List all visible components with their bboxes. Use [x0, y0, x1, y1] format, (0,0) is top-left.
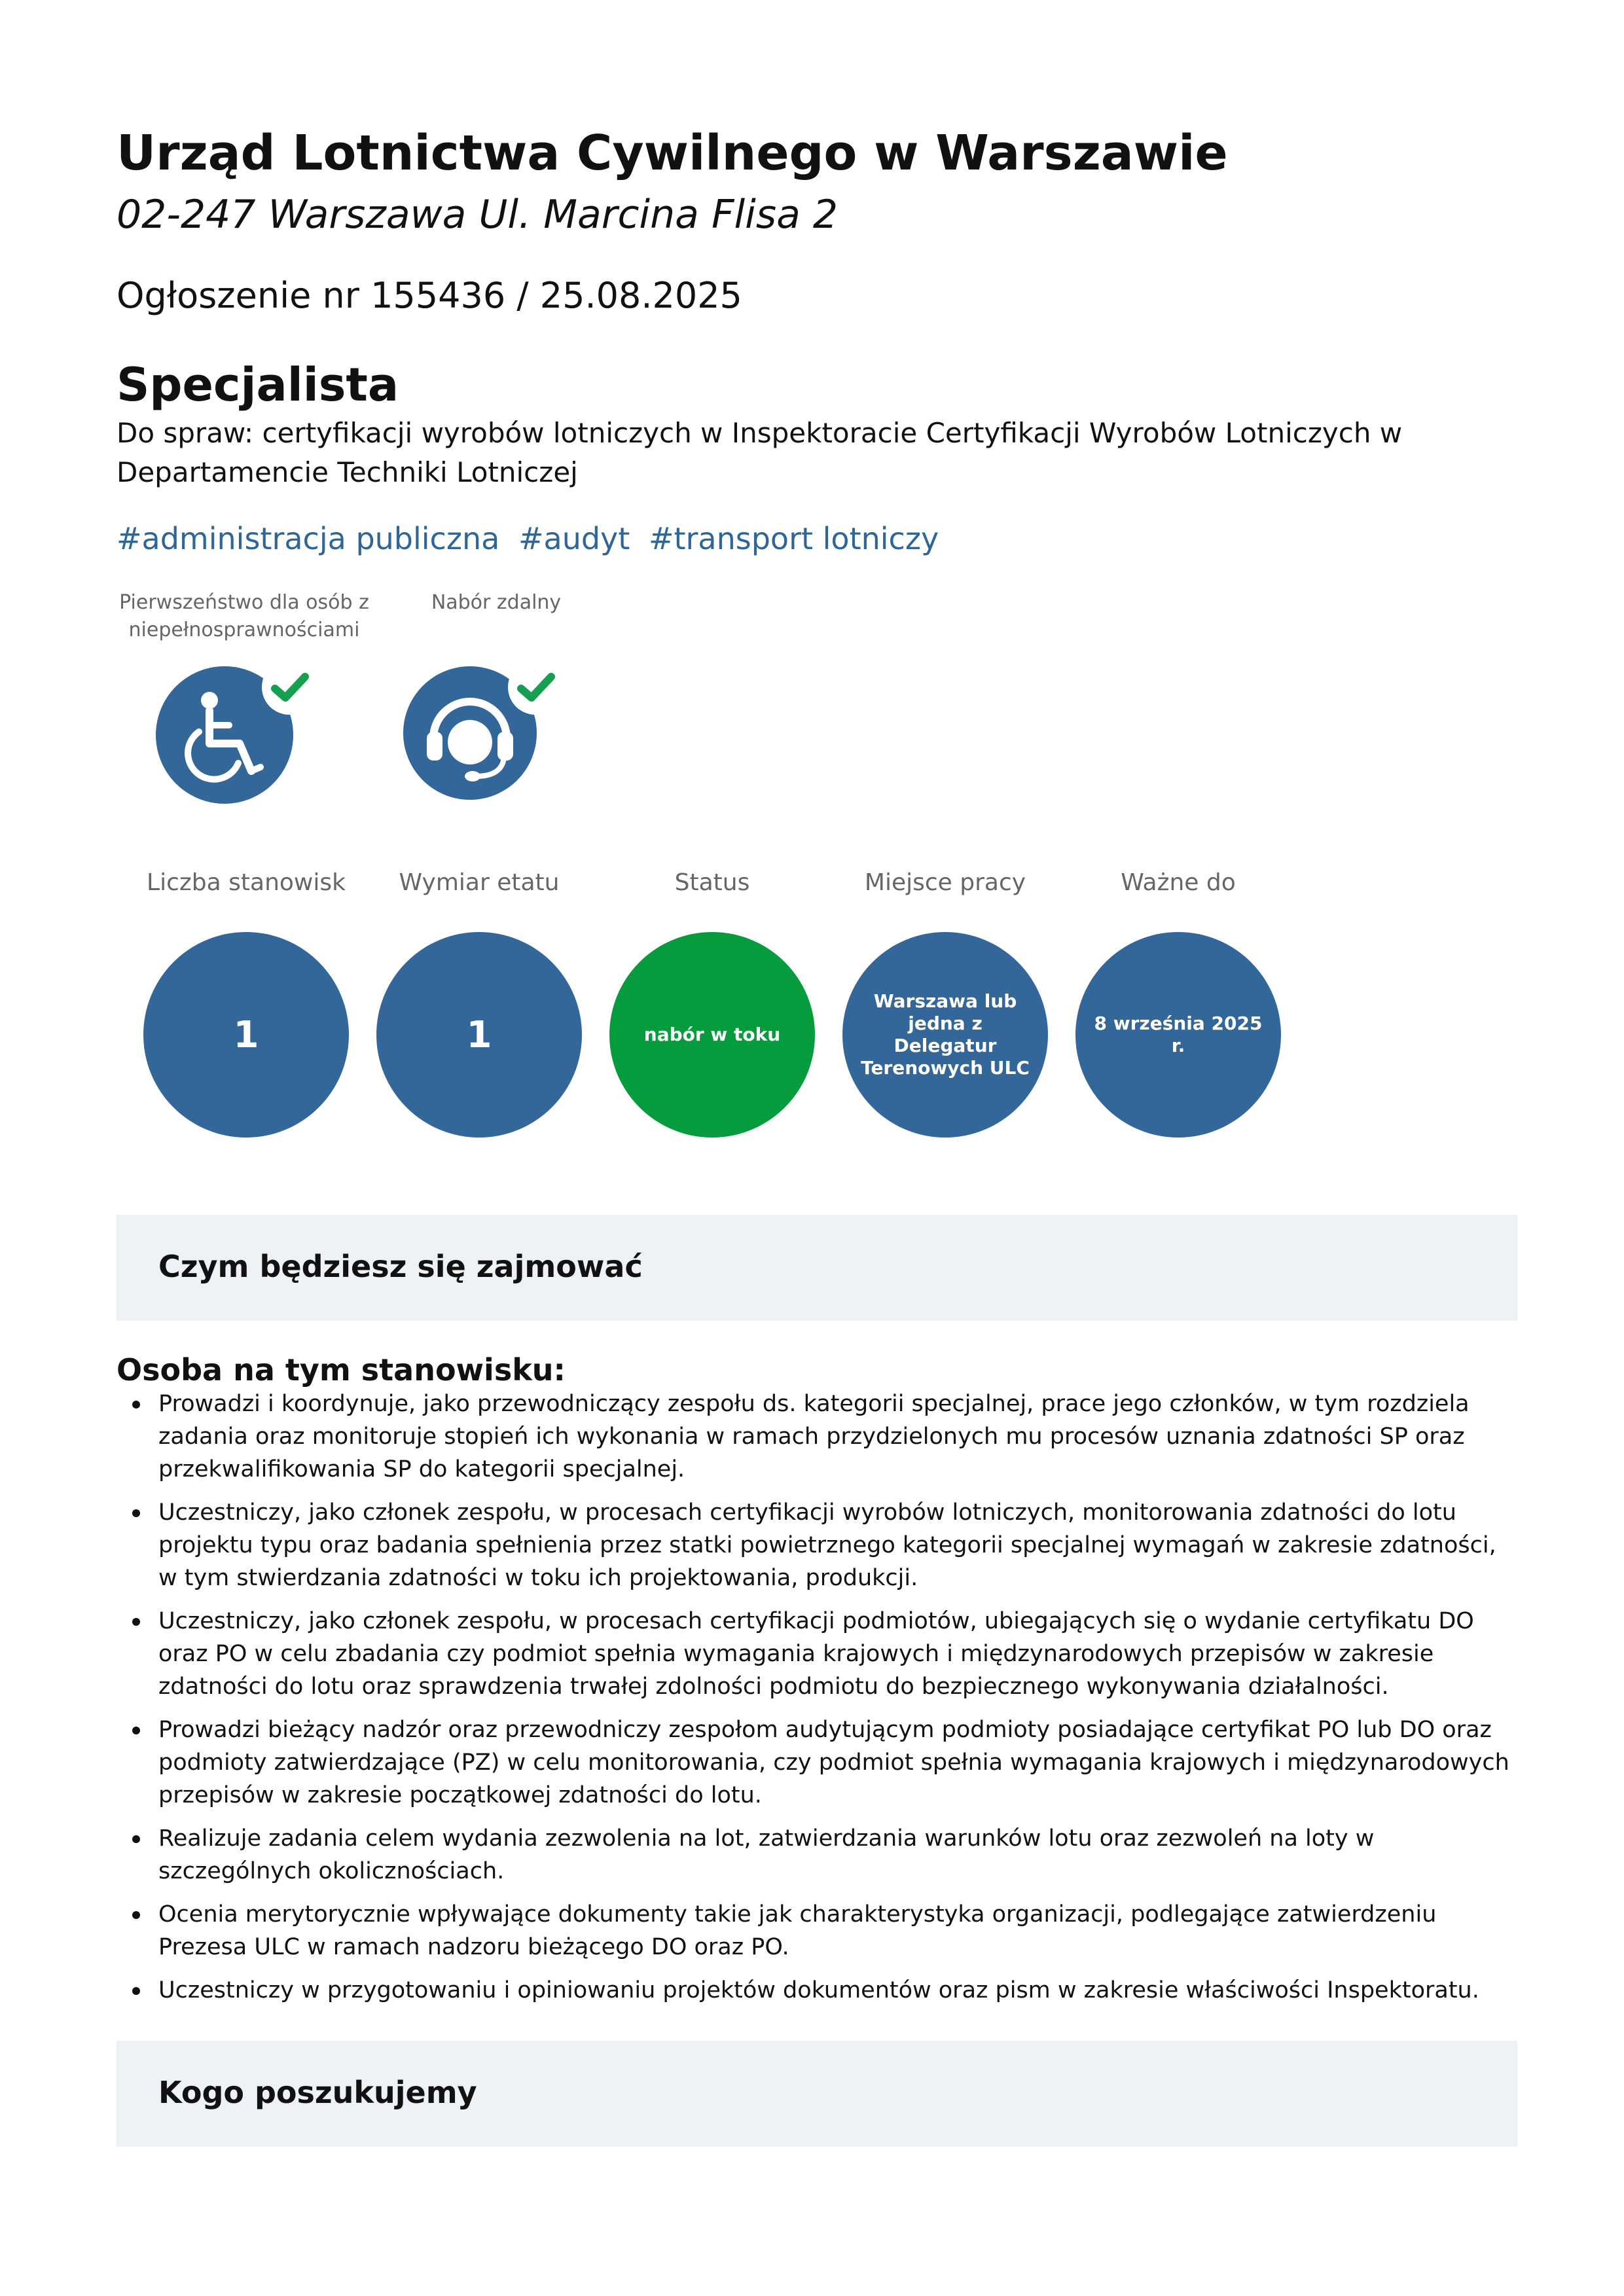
stat-value: 1 [376, 932, 582, 1138]
stat-positions-count [143, 867, 349, 1141]
list-item: Realizuje zadania celem wydania zezwolenia na lot, zatwierdzania warunków lotu oraz zezwoleń na loty w szczególnych okolicznościach. [158, 1822, 1517, 1888]
feature-label: Pierwszeństwo dla osób z niepełnosprawnościami [119, 591, 369, 641]
status-badge: nabór w toku [609, 932, 815, 1138]
list-item: Ocenia merytorycznie wpływające dokumenty takie jak charakterystyka organizacji, podlegające zatwierdzeniu Prezesa ULC w ramach nadzoru bieżącego DO oraz PO. [158, 1898, 1517, 1964]
list-item: Uczestniczy, jako członek zespołu, w procesach certyfikacji podmiotów, ubiegających się o wydanie certyfikatu DO oraz PO w celu zbadania czy podmiot spełnia wymagania krajowych i międzynarodowych przepisów w zakresie zdatności do lotu oraz sprawdzenia trwałej zdolności podmiotu do bezpiecznego wykonywania działalności. [158, 1605, 1517, 1703]
stat-label: Wymiar etatu [399, 869, 560, 896]
stat-value: 1 [143, 932, 349, 1138]
section-title: Czym będziesz się zajmować [158, 1249, 643, 1284]
tag-link[interactable]: #administracja publiczna [117, 521, 500, 556]
list-item: Uczestniczy w przygotowaniu i opiniowaniu projektów dokumentów oraz pism w zakresie właściwości Inspektoratu. [158, 1974, 1517, 2007]
announcement-number: Ogłoszenie nr 155436 / 25.08.2025 [117, 275, 742, 316]
stat-workplace [842, 867, 1048, 1141]
stat-work-time [376, 867, 582, 1141]
check-icon [508, 660, 563, 715]
stat-label: Status [674, 869, 750, 896]
job-description: Do spraw: certyfikacji wyrobów lotniczych w Inspektoracie Certyfikacji Wyrobów Lotniczych w Departamencie Techniki Lotniczej [117, 417, 1403, 488]
check-icon [262, 660, 317, 715]
duties-subtitle: Osoba na tym stanowisku: [117, 1352, 566, 1388]
list-item: Prowadzi i koordynuje, jako przewodniczący zespołu ds. kategorii specjalnej, prace jego członków, w tym rozdziela zadania oraz monitoruje stopień ich wykonania w ramach przydzielonych mu procesów uznania zdatności SP oraz przekwalifikowania SP do kategorii specjalnej. [158, 1388, 1517, 1486]
org-name: Urząd Lotnictwa Cywilnego w Warszawie [117, 125, 1228, 181]
section-requirements-header [117, 2041, 1517, 2147]
stat-valid-until [1075, 867, 1281, 1141]
feature-remote-recruitment [385, 589, 607, 812]
org-address: 02-247 Warszawa Ul. Marcina Flisa 2 [117, 192, 839, 238]
stat-value: 8 września 2025 r. [1075, 932, 1281, 1138]
stat-status [609, 867, 815, 1141]
section-title: Kogo poszukujemy [158, 2075, 477, 2110]
stat-label: Miejsce pracy [864, 869, 1026, 896]
tag-link[interactable]: #transport lotniczy [648, 521, 939, 556]
list-item: Prowadzi bieżący nadzór oraz przewodniczy zespołom audytującym podmioty posiadające certyfikat PO lub DO oraz podmioty zatwierdzające (PZ) w celu monitorowania, czy podmiot spełnia wymagania krajowych i międzynarodowych przepisów w zakresie początkowej zdatności do lotu. [158, 1713, 1517, 1812]
feature-accessibility [117, 589, 372, 812]
list-item: Uczestniczy, jako członek zespołu, w procesach certyfikacji wyrobów lotniczych, monitorowania zdatności do lotu projektu typu oraz badania spełnienia przez statki powietrznego kategorii specjalnej wymagań w zakresie zdatności, w tym stwierdzania zdatności w toku ich projektowania, produkcji. [158, 1496, 1517, 1594]
stat-label: Liczba stanowisk [147, 869, 346, 896]
stat-value: Warszawa lub jedna z Delegatur Terenowych ULC [842, 932, 1048, 1138]
section-duties-header [117, 1215, 1517, 1321]
job-title: Specjalista [117, 358, 399, 412]
stat-label: Ważne do [1121, 869, 1236, 896]
duties-list [117, 1388, 1517, 2017]
tag-link[interactable]: #audyt [518, 521, 630, 556]
tag-list [117, 521, 948, 556]
feature-label: Nabór zdalny [431, 591, 562, 614]
